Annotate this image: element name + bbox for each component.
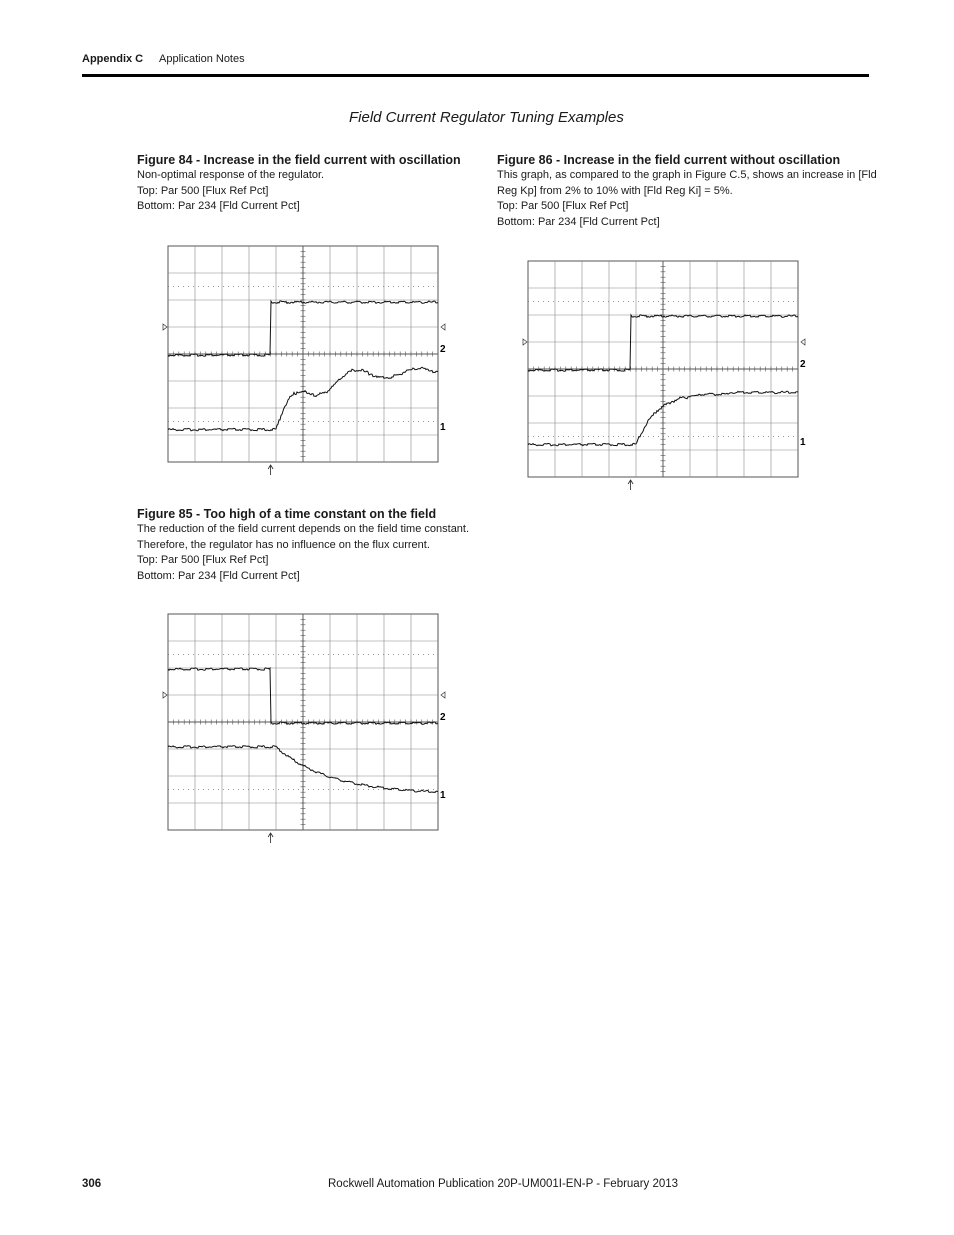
level-marker-left: [163, 692, 167, 698]
figure-85-line: Bottom: Par 234 [Fld Current Pct]: [137, 569, 300, 582]
figure-85-line: Top: Par 500 [Flux Ref Pct]: [137, 554, 269, 566]
appendix-label: Appendix C: [82, 53, 144, 65]
page-number: 306: [82, 1178, 102, 1190]
level-marker-left: [523, 339, 527, 345]
page-header: [82, 53, 245, 65]
channel-1-label: 1: [800, 437, 806, 448]
figure-85-line: The reduction of the field current depends on the field time constant.: [137, 523, 470, 535]
figure-86-caption: [497, 152, 877, 230]
figure-85-oscilloscope: [160, 612, 450, 842]
figure-86-line: Bottom: Par 234 [Fld Current Pct]: [497, 215, 660, 228]
level-marker-right: [441, 692, 445, 698]
level-marker-left: [163, 324, 167, 330]
figure-84-line: Top: Par 500 [Flux Ref Pct]: [137, 184, 269, 197]
figure-85-line: Therefore, the regulator has no influence on the flux current.: [137, 538, 430, 551]
publication-info: Rockwell Automation Publication 20P-UM001I-EN-P - February 2013: [328, 1178, 679, 1190]
figure-84-line: Bottom: Par 234 [Fld Current Pct]: [137, 200, 300, 212]
channel-2-label: 2: [440, 344, 446, 355]
figure-84-caption: [137, 152, 461, 215]
figure-84-title: Figure 84 - Increase in the field current with oscillation: [137, 153, 461, 167]
figure-86-line: Top: Par 500 [Flux Ref Pct]: [497, 200, 629, 212]
figure-85-caption: [137, 506, 469, 584]
figure-84-line: Non-optimal response of the regulator.: [137, 169, 325, 181]
section-title: Field Current Regulator Tuning Examples: [349, 109, 624, 126]
figure-86-line: This graph, as compared to the graph in Figure C.5, shows an increase in [Fld: [497, 169, 877, 181]
header-rule: [82, 74, 869, 77]
level-marker-right: [801, 339, 805, 345]
figure-86-line: Reg Kp] from 2% to 10% with [Fld Reg Ki] = 5%.: [497, 184, 733, 197]
figure-85-title: Figure 85 - Too high of a time constant on the field: [137, 507, 437, 521]
section-label: Application Notes: [159, 53, 245, 65]
channel-2-label: 2: [800, 359, 806, 370]
oscilloscope-plot: [160, 244, 450, 474]
oscilloscope-plot: [520, 259, 810, 489]
channel-1-label: 1: [440, 422, 446, 433]
level-marker-right: [441, 324, 445, 330]
channel-1-label: 1: [440, 790, 446, 801]
figure-84-oscilloscope: [160, 244, 450, 474]
channel-2-label: 2: [440, 712, 446, 723]
figure-86-oscilloscope: [520, 259, 810, 489]
oscilloscope-plot: [160, 612, 450, 842]
figure-86-title: Figure 86 - Increase in the field current without oscillation: [497, 153, 841, 167]
